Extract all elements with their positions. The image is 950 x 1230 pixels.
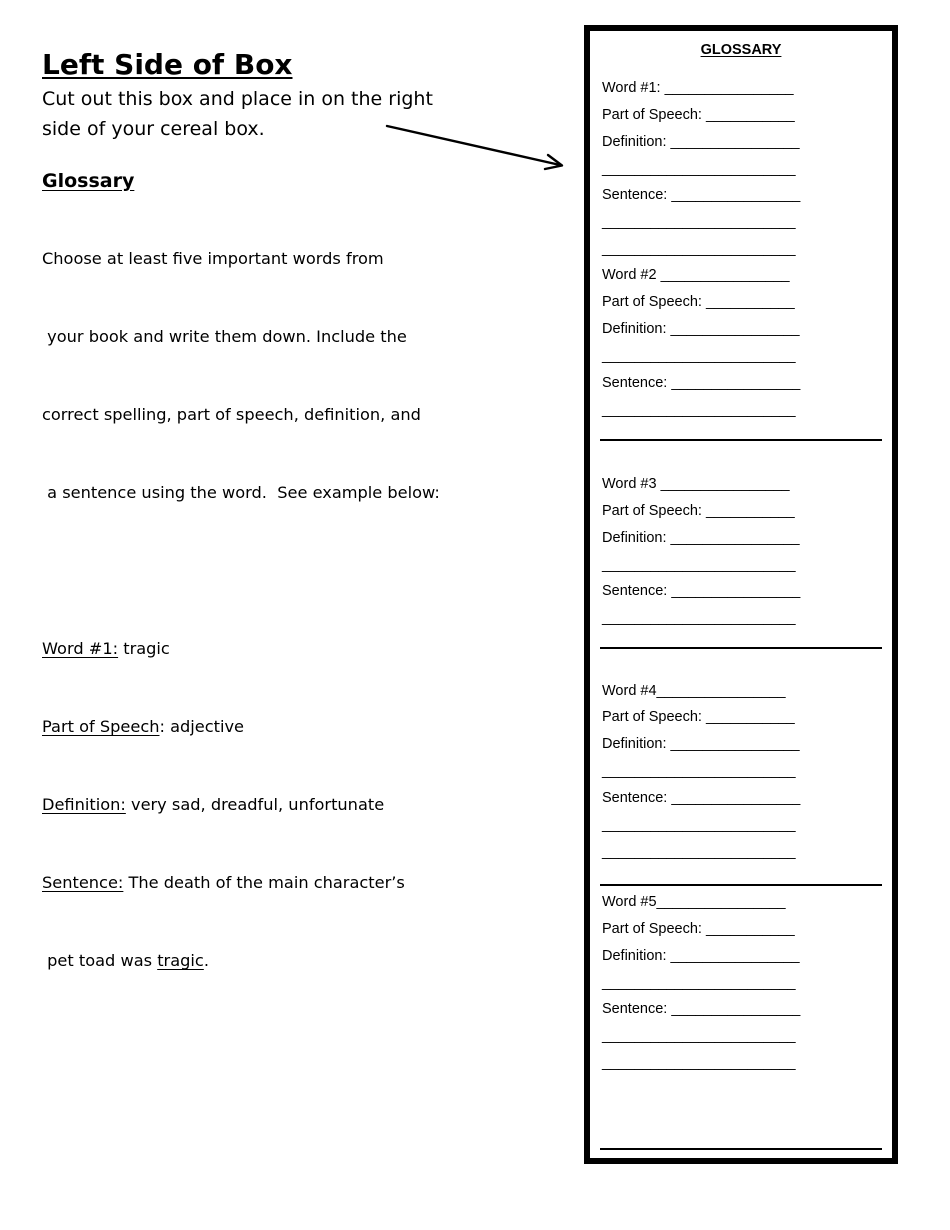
word-1-field: Word #1: ________________ — [602, 80, 794, 96]
instructions-panel — [42, 48, 482, 1026]
word-4-sent-field: Sentence: ________________ — [602, 790, 801, 806]
word-1-sent-line: ________________________ — [602, 241, 796, 257]
example-sentence-line — [42, 870, 482, 896]
instruction-line: correct spelling, part of speech, definition, and — [42, 405, 421, 424]
example-sentence-prefix: pet toad was — [42, 951, 158, 970]
word-4-field: Word #4________________ — [602, 683, 786, 699]
instruction-line: a sentence using the word. See example below: — [42, 483, 440, 502]
section-divider — [600, 647, 882, 649]
example-pos-value: : adjective — [159, 717, 245, 736]
word-3-field: Word #3 ________________ — [602, 476, 790, 492]
section-divider — [600, 439, 882, 441]
word-2-field: Word #2 ________________ — [602, 267, 790, 283]
example-def-value: very sad, dreadful, unfortunate — [125, 795, 385, 814]
arrow-right-icon — [380, 118, 570, 178]
word-3-def-line: ________________________ — [602, 557, 796, 573]
example-pos-label: Part of Speech — [42, 717, 160, 736]
word-5-pos-field: Part of Speech: ___________ — [602, 921, 795, 937]
word-4-pos-field: Part of Speech: ___________ — [602, 709, 795, 725]
word-1-sent-field: Sentence: ________________ — [602, 187, 801, 203]
word-5-sent-field: Sentence: ________________ — [602, 1001, 801, 1017]
word-2-def-line: ________________________ — [602, 348, 796, 364]
word-5-sent-line: ________________________ — [602, 1055, 796, 1071]
example-def-line — [42, 792, 482, 818]
word-1-def-line: ________________________ — [602, 161, 796, 177]
word-5-sent-line: ________________________ — [602, 1028, 796, 1044]
instructions-text — [42, 194, 482, 558]
word-4-sent-line: ________________________ — [602, 844, 796, 860]
subtitle-line: Cut out this box and place in on the right — [42, 88, 433, 110]
word-2-pos-field: Part of Speech: ___________ — [602, 294, 795, 310]
word-2-sent-line: ________________________ — [602, 402, 796, 418]
instruction-line: Choose at least five important words from — [42, 249, 384, 268]
section-divider — [600, 884, 882, 886]
word-4-def-line: ________________________ — [602, 763, 796, 779]
section-divider — [600, 1148, 882, 1150]
word-5-def-field: Definition: ________________ — [602, 948, 800, 964]
glossary-heading: Glossary — [42, 170, 135, 192]
subtitle-line: side of your cereal box. — [42, 118, 265, 140]
example-sentence-suffix: . — [203, 951, 209, 970]
example-sentence-line-2 — [42, 948, 482, 974]
example-sentence-word: tragic — [157, 951, 204, 970]
word-3-sent-line: ________________________ — [602, 610, 796, 626]
word-2-def-field: Definition: ________________ — [602, 321, 800, 337]
word-1-sent-line: ________________________ — [602, 214, 796, 230]
glossary-box — [584, 25, 898, 1164]
word-5-def-line: ________________________ — [602, 975, 796, 991]
word-3-pos-field: Part of Speech: ___________ — [602, 503, 795, 519]
example-pos-line — [42, 714, 482, 740]
word-3-def-field: Definition: ________________ — [602, 530, 800, 546]
word-4-sent-line: ________________________ — [602, 817, 796, 833]
example-word-value: tragic — [118, 639, 170, 658]
example-word-line — [42, 636, 482, 662]
instruction-line: your book and write them down. Include the — [42, 327, 407, 346]
word-2-sent-field: Sentence: ________________ — [602, 375, 801, 391]
page-title: Left Side of Box — [42, 48, 293, 81]
glossary-box-title: GLOSSARY — [700, 42, 782, 58]
word-5-field: Word #5________________ — [602, 894, 786, 910]
example-def-label: Definition: — [42, 795, 126, 814]
word-4-def-field: Definition: ________________ — [602, 736, 800, 752]
word-1-def-field: Definition: ________________ — [602, 134, 800, 150]
example-word-label: Word #1: — [42, 639, 119, 658]
word-3-sent-field: Sentence: ________________ — [602, 583, 801, 599]
example-entry — [42, 584, 482, 1026]
example-sentence-value: The death of the main character’s — [123, 873, 405, 892]
word-1-pos-field: Part of Speech: ___________ — [602, 107, 795, 123]
example-sentence-label: Sentence: — [42, 873, 124, 892]
